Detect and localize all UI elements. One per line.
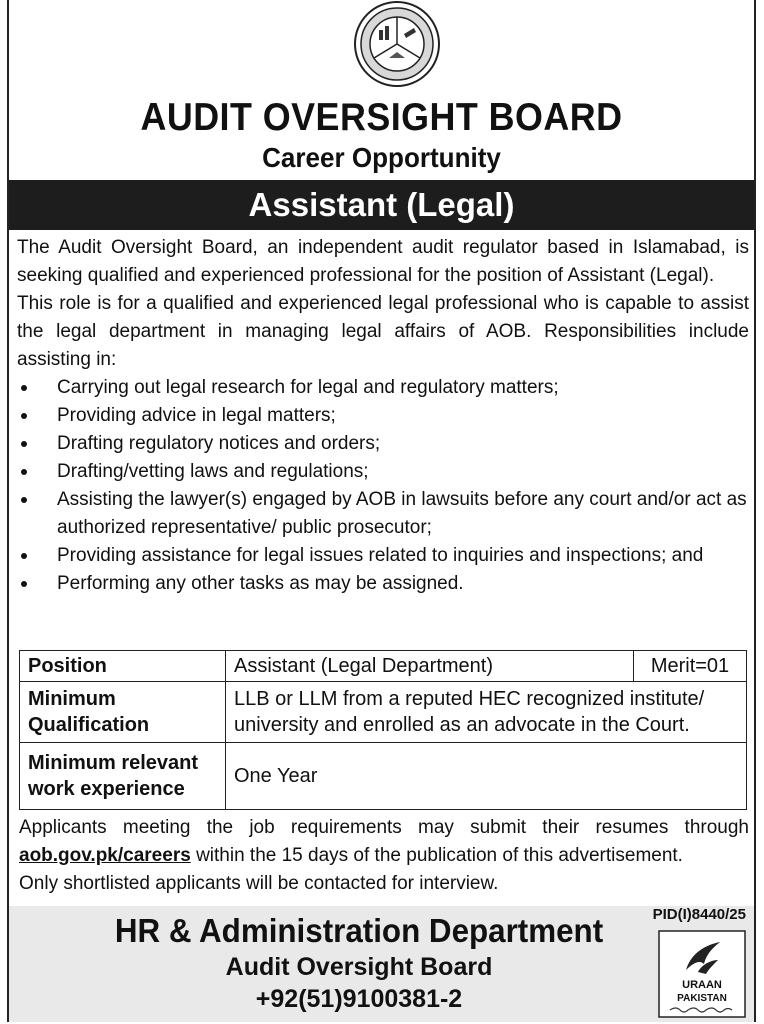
aob-seal-icon bbox=[349, 0, 445, 90]
apply-text-start: Applicants meeting the job requirements may submit their resumes through bbox=[19, 817, 749, 838]
list-item: Carrying out legal research for legal and regulatory matters; bbox=[17, 374, 749, 402]
pakistan-text: PAKISTAN bbox=[677, 993, 727, 1004]
board-name: Audit Oversight Board bbox=[225, 953, 493, 981]
application-instructions bbox=[19, 814, 749, 898]
list-item: Assisting the lawyer(s) engaged by AOB in lawsuits before any court and/or act as authorized representative/ public prosecutor; bbox=[17, 486, 749, 542]
apply-text-end: within the 15 days of the publication of this advertisement. bbox=[196, 845, 683, 866]
intro-paragraph: The Audit Oversight Board, an independent audit regulator based in Islamabad, is seeking qualified and experienced professional for the position of Assistant (Legal). bbox=[17, 237, 749, 286]
list-item: Providing assistance for legal issues related to inquiries and inspections; and bbox=[17, 542, 749, 570]
experience-value: One Year bbox=[226, 743, 747, 810]
qualification-label: Minimum Qualification bbox=[20, 682, 226, 743]
page-subtitle: Career Opportunity bbox=[262, 142, 501, 173]
job-description bbox=[17, 234, 749, 598]
list-item: Performing any other tasks as may be assigned. bbox=[17, 570, 749, 598]
list-item: Providing advice in legal matters; bbox=[17, 402, 749, 430]
job-title-banner: Assistant (Legal) bbox=[9, 180, 754, 230]
responsibilities-list bbox=[17, 374, 749, 598]
department-name: HR & Administration Department bbox=[114, 912, 604, 949]
table-row bbox=[20, 682, 747, 743]
phone-number: +92(51)9100381-2 bbox=[255, 985, 463, 1013]
requirements-table bbox=[19, 650, 747, 810]
uraan-text: URAAN bbox=[682, 979, 722, 991]
qualification-value: LLB or LLM from a reputed HEC recognized institute/ university and enrolled as an advocate in the Court. bbox=[226, 682, 747, 743]
table-row bbox=[20, 743, 747, 810]
advertisement bbox=[7, 0, 756, 1022]
list-item: Drafting/vetting laws and regulations; bbox=[17, 458, 749, 486]
footer bbox=[9, 906, 754, 1022]
shortlist-note: Only shortlisted applicants will be contacted for interview. bbox=[19, 873, 499, 894]
pid-number: PID(I)8440/25 bbox=[652, 906, 746, 923]
list-item: Drafting regulatory notices and orders; bbox=[17, 430, 749, 458]
experience-label: Minimum relevant work experience bbox=[20, 743, 226, 810]
role-paragraph: This role is for a qualified and experienced legal professional who is capable to assist the legal department in managing legal affairs of AOB. Responsibilities include assisting in: bbox=[17, 293, 749, 370]
apply-paragraph bbox=[19, 814, 749, 870]
organization-title: AUDIT OVERSIGHT BOARD bbox=[140, 96, 623, 139]
position-label: Position bbox=[20, 651, 226, 682]
uraan-pakistan-logo-icon bbox=[658, 930, 746, 1018]
merit-value: Merit=01 bbox=[634, 651, 747, 682]
careers-link[interactable]: aob.gov.pk/careers bbox=[19, 845, 191, 866]
position-value: Assistant (Legal Department) bbox=[226, 651, 634, 682]
table-row bbox=[20, 651, 747, 682]
